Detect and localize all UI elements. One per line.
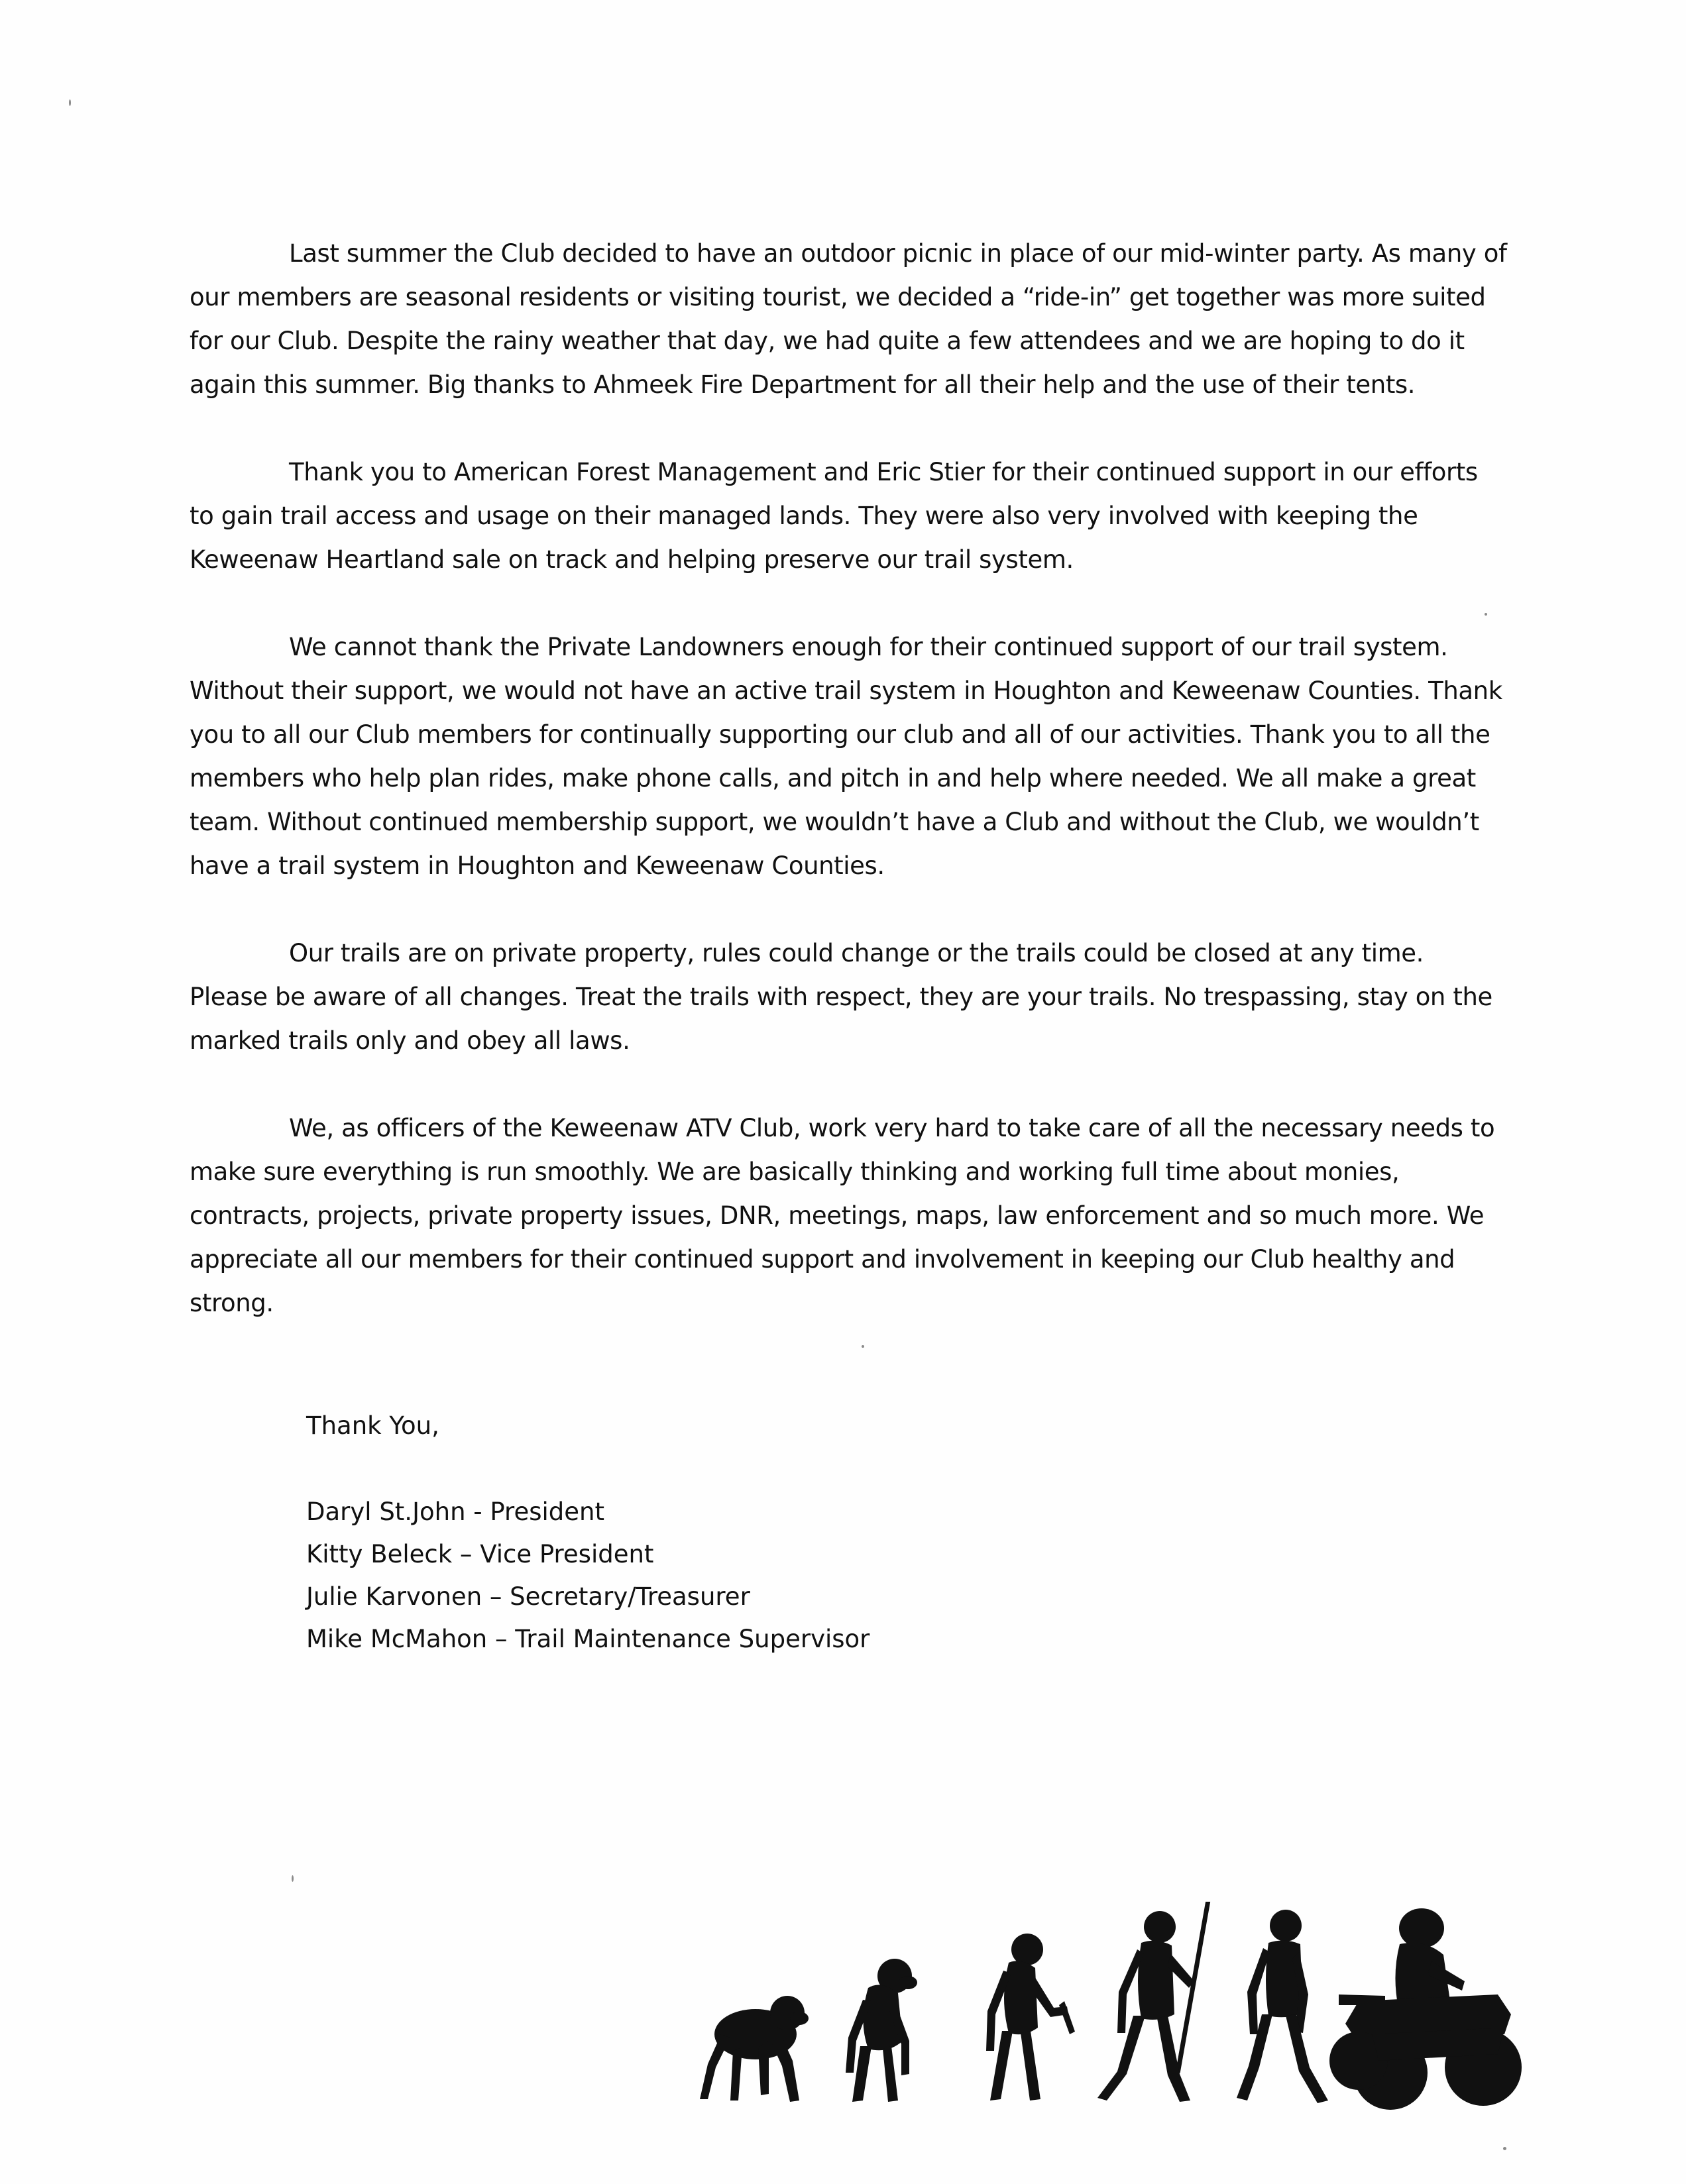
scan-speck [1485, 613, 1487, 616]
paragraph-officers: We, as officers of the Keweenaw ATV Club, work very hard to take care of all the necessary needs to make sure everything is run smoothly. We are basically thinking and working full time about monies, contracts, projects, private property issues, DNR, meetings, maps, law enforcement and so much more. We appreciate all our members for their continued support and involvement in keeping our Club healthy and strong. [190, 1114, 1495, 1317]
hunter-with-spear-silhouette-icon [1097, 1902, 1211, 2102]
paragraph-picnic: Last summer the Club decided to have an outdoor picnic in place of our mid-winter party. As many of our members are seasonal residents or visiting tourist, we decided a “ride-in” get together was more suited for our Club. Despite the rainy weather that day, we had quite a few attendees and we are hoping to do it again this summer. Big thanks to Ahmeek Fire Department for all their help and the use of their tents. [190, 239, 1507, 399]
scan-speck [292, 1875, 294, 1882]
letter-body [190, 232, 1508, 1369]
stooped-ape-silhouette-icon [846, 1959, 917, 2102]
scan-speck [862, 1345, 864, 1348]
signature-secretary-treasurer: Julie Karvonen – Secretary/Treasurer [306, 1582, 750, 1611]
scan-speck [1503, 2147, 1506, 2150]
signature-trail-supervisor: Mike McMahon – Trail Maintenance Supervisor [306, 1625, 870, 1653]
walking-human-silhouette-icon [1237, 1910, 1328, 2103]
evolution-to-atv-silhouette-icon [669, 1902, 1531, 2127]
closing-line: Thank You, [306, 1411, 439, 1440]
signature-vice-president: Kitty Beleck – Vice President [306, 1540, 654, 1568]
scan-speck [69, 99, 71, 106]
chimp-silhouette-icon [700, 1996, 809, 2102]
paragraph-private-property: Our trails are on private property, rules could change or the trails could be closed at any time. Please be aware of all changes. Treat the trails with respect, they are your trails. No trespassing, stay on the marked trails only and obey all laws. [190, 939, 1492, 1055]
signature-president: Daryl St.John - President [306, 1498, 604, 1526]
paragraph-landowners: We cannot thank the Private Landowners enough for their continued support of our trail system. Without their support, we would not have an active trail system in Houghton and Keweenaw Counties. Thank you to all our Club members for continually supporting our club and all of our activities. Thank you to all the members who help plan rides, make phone calls, and pitch in and help where needed. We all make a great team. Without continued membership support, we wouldn’t have a Club and without the Club, we wouldn’t have a trail system in Houghton and Keweenaw Counties. [190, 633, 1502, 880]
hominid-with-tool-silhouette-icon [986, 1934, 1075, 2101]
paragraph-forest-management: Thank you to American Forest Management and Eric Stier for their continued support in our efforts to gain trail access and usage on their managed lands. They were also very involved with keeping the Keweenaw Heartland sale on track and helping preserve our trail system. [190, 458, 1478, 574]
atv-rider-silhouette-icon [1329, 1908, 1522, 2110]
signature-block [306, 1491, 870, 1661]
